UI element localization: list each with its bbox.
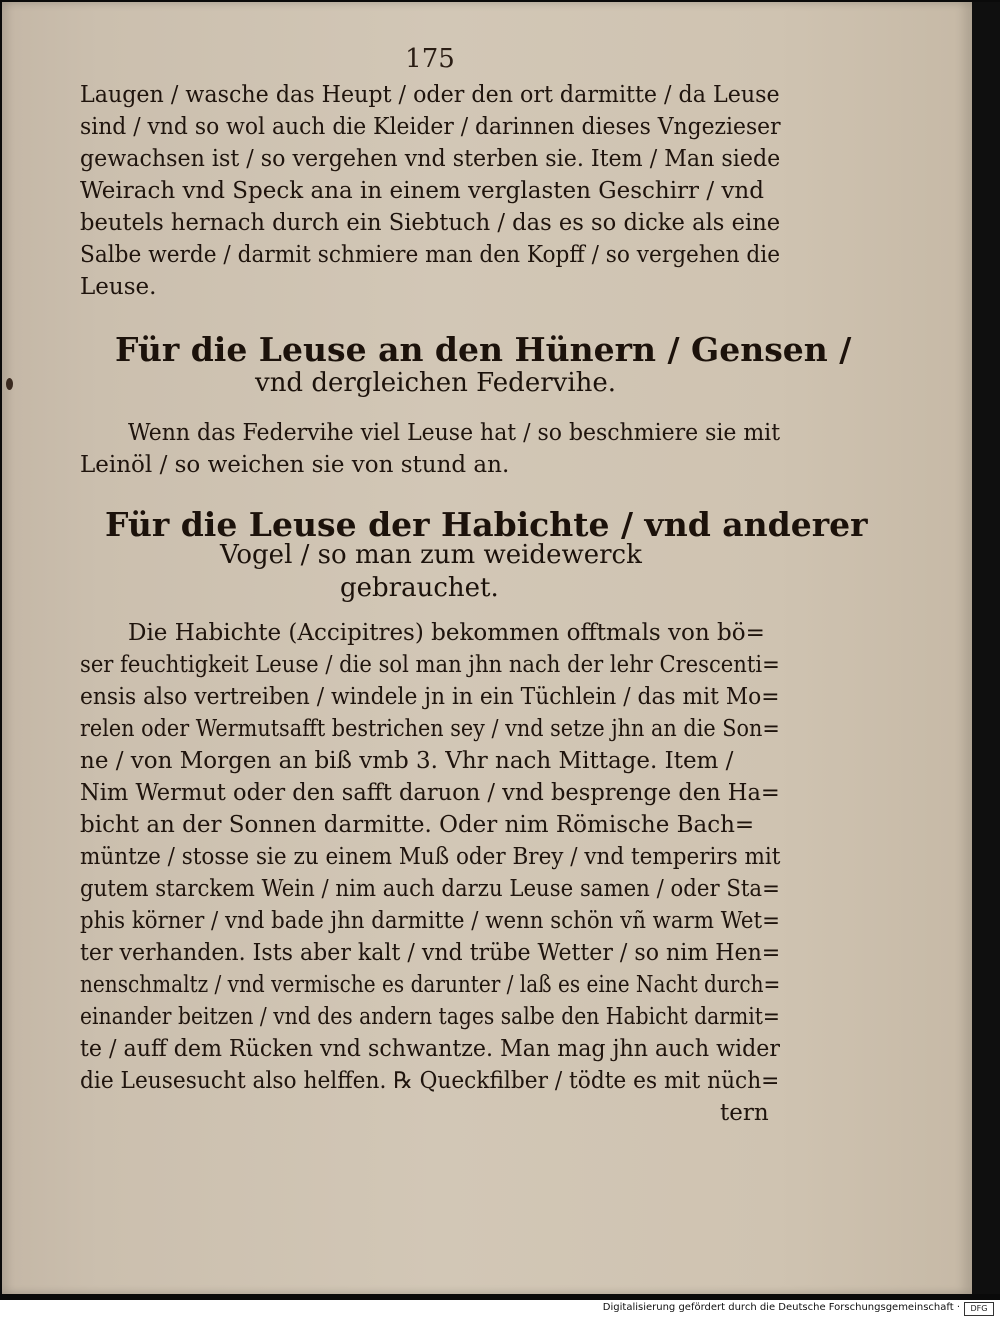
text-line: bicht an der Sonnen darmitte. Oder nim Römische Bach=: [80, 812, 755, 838]
section-subheading-1: vnd dergleichen Federvihe.: [255, 368, 617, 398]
text-line: beutels hernach durch ein Siebtuch / das es so dicke als eine: [80, 210, 781, 236]
text-line: Nim Wermut oder den safft daruon / vnd besprenge den Ha=: [80, 780, 780, 806]
text-line: Laugen / wasche das Heupt / oder den ort darmitte / da Leuse: [80, 82, 780, 108]
text-line: sind / vnd so wol auch die Kleider / darinnen dieses Vngezieser: [80, 114, 781, 140]
text-line: gewachsen ist / so vergehen vnd sterben sie. Item / Man siede: [80, 146, 781, 172]
text-line: Leuse.: [80, 274, 157, 300]
text-line: Wenn das Federvihe viel Leuse hat / so beschmiere sie mit: [128, 420, 781, 446]
text-line: te / auff dem Rücken vnd schwantze. Man mag jhn auch wider: [80, 1036, 780, 1062]
text-line: Weirach vnd Speck ana in einem verglasten Geschirr / vnd: [80, 178, 764, 204]
text-line: relen oder Wermutsafft bestrichen sey / vnd setze jhn an die Son=: [80, 716, 780, 742]
section-subheading-2b: gebrauchet.: [340, 573, 499, 603]
page-number: 175: [405, 44, 455, 74]
section-subheading-2a: Vogel / so man zum weidewerck: [220, 540, 642, 570]
digitization-footer: [0, 1300, 1000, 1317]
text-line: die Leusesucht also helffen. ℞ Queckfilber / tödte es mit nüch=: [80, 1068, 780, 1094]
text-line: Salbe werde / darmit schmiere man den Kopff / so vergehen die: [80, 242, 781, 268]
catchword: tern: [720, 1100, 769, 1126]
dfg-logo[interactable]: DFG: [964, 1302, 994, 1316]
funding-notice: Digitalisierung gefördert durch die Deutsche Forschungsgemeinschaft ·: [602, 1302, 960, 1313]
text-line: müntze / stosse sie zu einem Muß oder Brey / vnd temperirs mit: [80, 844, 781, 870]
text-line: Die Habichte (Accipitres) bekommen offtmals von bö=: [128, 620, 765, 646]
text-line: gutem starckem Wein / nim auch darzu Leuse samen / oder Sta=: [80, 876, 780, 902]
text-line: ter verhanden. Ists aber kalt / vnd trübe Wetter / so nim Hen=: [80, 940, 781, 966]
text-line: phis körner / vnd bade jhn darmitte / wenn schön vñ warm Wet=: [80, 908, 780, 934]
text-line: einander beitzen / vnd des andern tages salbe den Habicht darmit=: [80, 1004, 780, 1030]
text-line: nenschmaltz / vnd vermische es darunter / laß es eine Nacht durch=: [80, 972, 781, 998]
page-edge: [972, 2, 1000, 1294]
text-line: Leinöl / so weichen sie von stund an.: [80, 452, 510, 478]
margin-ink-mark: [6, 378, 13, 390]
text-line: ensis also vertreiben / windele jn in ein Tüchlein / das mit Mo=: [80, 684, 780, 710]
text-line: ser feuchtigkeit Leuse / die sol man jhn nach der lehr Crescenti=: [80, 652, 780, 678]
section-heading-1: Für die Leuse an den Hünern / Gensen /: [115, 330, 852, 369]
section-heading-2: Für die Leuse der Habichte / vnd anderer: [105, 505, 868, 544]
text-line: ne / von Morgen an biß vmb 3. Vhr nach Mittage. Item /: [80, 748, 734, 774]
